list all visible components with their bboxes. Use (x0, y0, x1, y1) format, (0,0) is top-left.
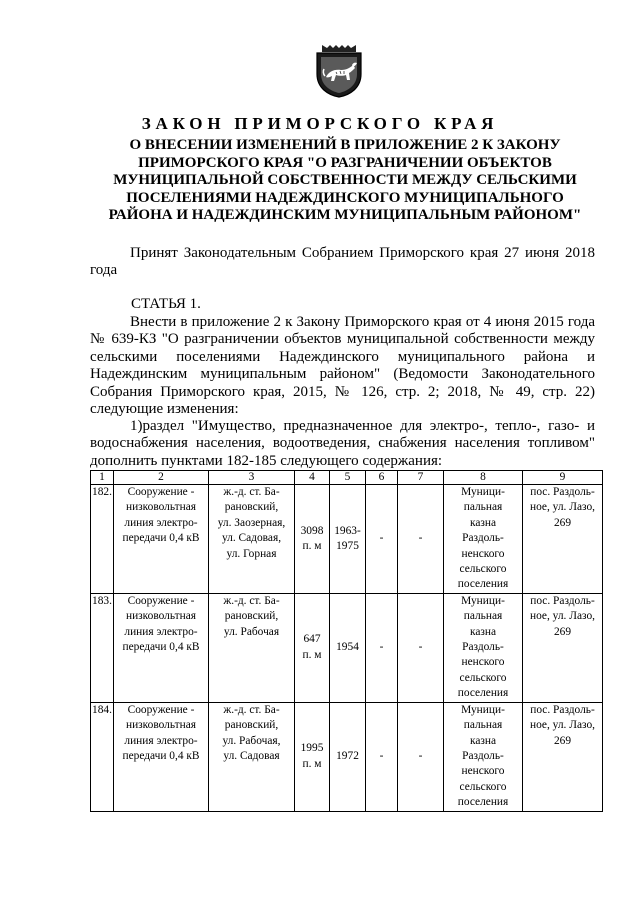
address-cell: ж.-д. ст. Ба- рановский, ул. Заозерная, ул. Садовая, ул. Горная (209, 485, 295, 594)
article-text: Внести в приложение 2 к Закону Приморского края от 4 июня 2015 года № 639-КЗ "О разграничении объектов муниципальной собственности между сельскими поселениями Надеждинского муниципального района и Надеждинским муниципальным районом" (Ведомости Законодательного Собрания Приморского края, 2015, № 126, стр. 2; 2018, № 49, стр. 22) следующие изменения: (90, 314, 595, 418)
column-header: 4 (295, 471, 330, 485)
column-header: 6 (366, 471, 398, 485)
item-text: 1)раздел "Имущество, предназначенное для электро-, тепло-, газо- и водоснабжения населения, водоотведения, снабжения населения топливом" дополнить пунктами 182-185 следующего содержания: (90, 418, 595, 469)
subtitle-line: РАЙОНА И НАДЕЖДИНСКИМ МУНИЦИПАЛЬНЫМ РАЙОНОМ" (108, 207, 582, 223)
object-name-cell: Сооружение - низковольтная линия электро- передачи 0,4 кВ (114, 702, 209, 811)
column-header: 2 (114, 471, 209, 485)
table-row (91, 485, 603, 594)
row-number: 184. (91, 702, 114, 811)
location-cell: пос. Раздоль- ное, ул. Лазо, 269 (523, 702, 603, 811)
col6-cell: - (366, 702, 398, 811)
address-cell: ж.-д. ст. Ба- рановский, ул. Рабочая (209, 593, 295, 702)
col7-cell: - (398, 593, 444, 702)
col7-cell: - (398, 702, 444, 811)
table-header-row (91, 471, 603, 485)
annex-table (90, 470, 603, 812)
row-number: 182. (91, 485, 114, 594)
length-cell: 647 п. м (295, 593, 330, 702)
owner-cell: Муници- пальная казна Раздоль- ненского сельского поселения (444, 702, 523, 811)
year-cell: 1963- 1975 (330, 485, 366, 594)
col6-cell: - (366, 593, 398, 702)
law-title: ЗАКОН ПРИМОРСКОГО КРАЯ (141, 114, 499, 133)
address-cell: ж.-д. ст. Ба- рановский, ул. Рабочая, ул. Садовая (209, 702, 295, 811)
owner-cell: Муници- пальная казна Раздоль- ненского сельского поселения (444, 593, 523, 702)
length-cell: 1995 п. м (295, 702, 330, 811)
article-heading: СТАТЬЯ 1. (131, 296, 201, 312)
column-header: 9 (523, 471, 603, 485)
law-subtitle (95, 137, 595, 225)
subtitle-line: МУНИЦИПАЛЬНОЙ СОБСТВЕННОСТИ МЕЖДУ СЕЛЬСКИМИ (113, 172, 577, 188)
column-header: 8 (444, 471, 523, 485)
column-header: 5 (330, 471, 366, 485)
location-cell: пос. Раздоль- ное, ул. Лазо, 269 (523, 485, 603, 594)
subtitle-line: О ВНЕСЕНИИ ИЗМЕНЕНИЙ В ПРИЛОЖЕНИЕ 2 К ЗАКОНУ (129, 137, 561, 153)
column-header: 7 (398, 471, 444, 485)
row-number: 183. (91, 593, 114, 702)
table-row (91, 702, 603, 811)
column-header: 3 (209, 471, 295, 485)
object-name-cell: Сооружение - низковольтная линия электро- передачи 0,4 кВ (114, 485, 209, 594)
coat-of-arms-emblem (313, 44, 365, 98)
adoption-note: Принят Законодательным Собранием Приморского края 27 июня 2018 года (90, 245, 595, 279)
location-cell: пос. Раздоль- ное, ул. Лазо, 269 (523, 593, 603, 702)
owner-cell: Муници- пальная казна Раздоль- ненского сельского поселения (444, 485, 523, 594)
year-cell: 1972 (330, 702, 366, 811)
table-row (91, 593, 603, 702)
col6-cell: - (366, 485, 398, 594)
object-name-cell: Сооружение - низковольтная линия электро- передачи 0,4 кВ (114, 593, 209, 702)
col7-cell: - (398, 485, 444, 594)
subtitle-line: ПРИМОРСКОГО КРАЯ "О РАЗГРАНИЧЕНИИ ОБЪЕКТОВ (138, 154, 552, 171)
column-header: 1 (91, 471, 114, 485)
subtitle-line: ПОСЕЛЕНИЯМИ НАДЕЖДИНСКОГО МУНИЦИПАЛЬНОГО (126, 189, 564, 206)
year-cell: 1954 (330, 593, 366, 702)
length-cell: 3098 п. м (295, 485, 330, 594)
